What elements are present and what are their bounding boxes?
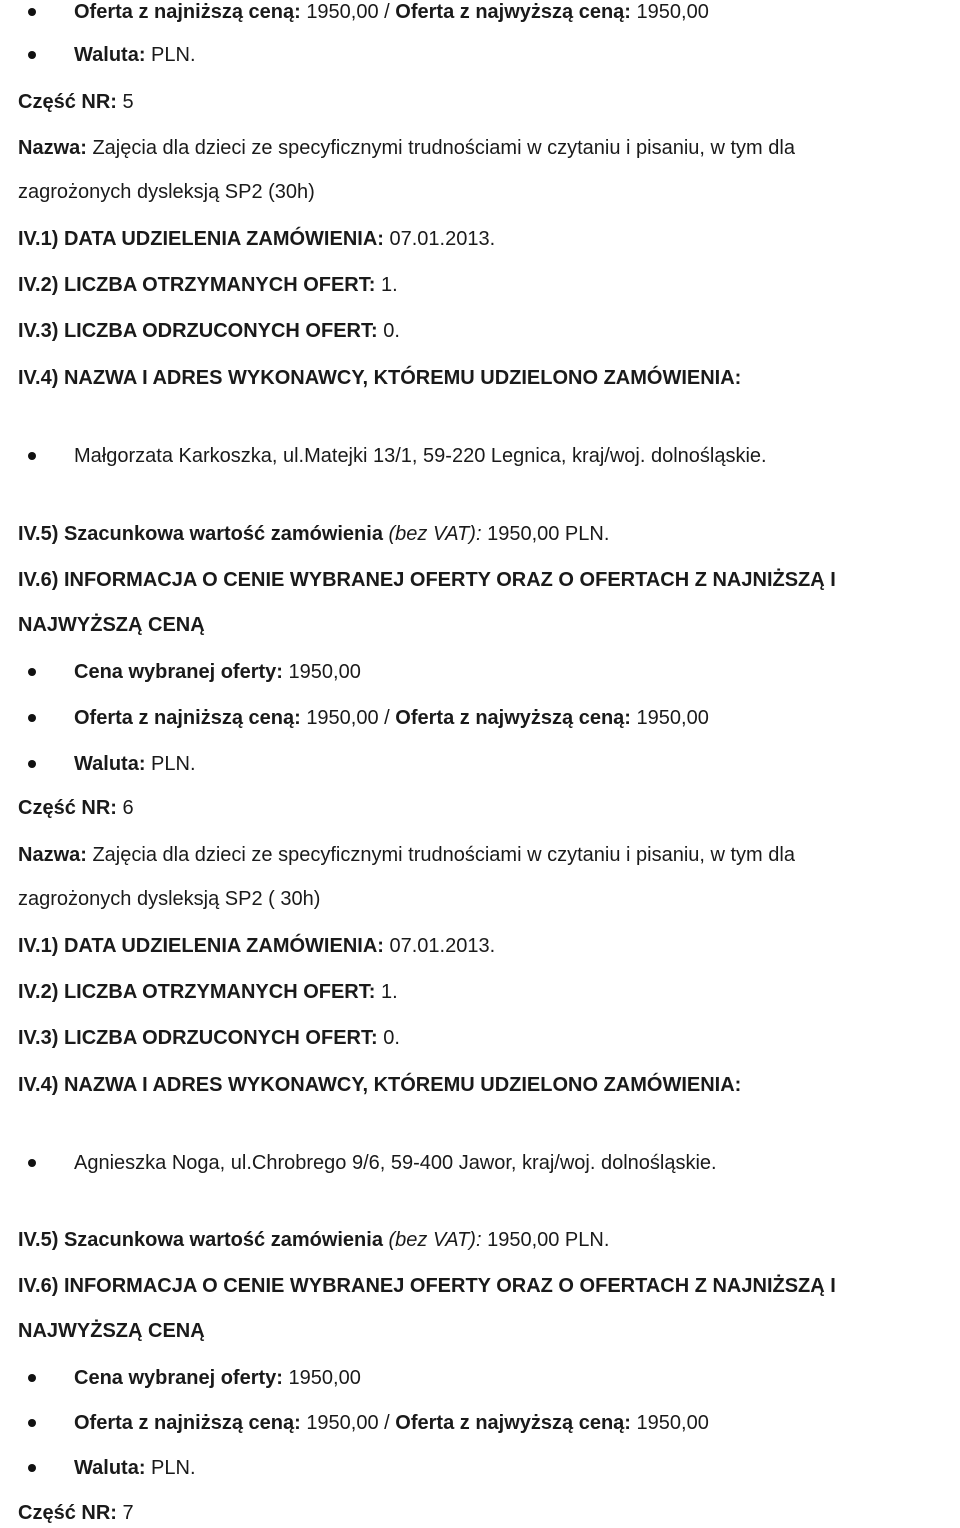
price-info-heading bbox=[18, 1273, 836, 1299]
offers-separator: / bbox=[384, 1, 390, 23]
award-date-label: IV.1) DATA UDZIELENIA ZAMÓWIENIA: bbox=[18, 228, 384, 250]
bullet-icon bbox=[28, 1159, 36, 1167]
offers-rejected bbox=[18, 1025, 400, 1051]
highest-offer-label: Oferta z najwyższą ceną: bbox=[395, 1412, 631, 1434]
award-date-value: 07.01.2013. bbox=[389, 935, 496, 957]
bullet-icon bbox=[28, 1464, 36, 1472]
offers-received-value: 1. bbox=[380, 981, 398, 1003]
contractor-text: Małgorzata Karkoszka, ul.Matejki 13/1, 59-220 Legnica, kraj/woj. dolnośląskie. bbox=[74, 445, 767, 467]
offers-received-label: IV.2) LICZBA OTRZYMANYCH OFERT: bbox=[18, 274, 376, 296]
bullet-icon bbox=[28, 1374, 36, 1382]
bullet-icon bbox=[28, 714, 36, 722]
estimated-value-label: IV.5) Szacunkowa wartość zamówienia bbox=[18, 1229, 383, 1251]
offers-range bbox=[74, 0, 709, 25]
lowest-offer-value: 1950,00 bbox=[306, 1, 379, 23]
selected-price-value: 1950,00 bbox=[288, 1367, 361, 1389]
offers-range bbox=[74, 705, 709, 731]
highest-offer-label: Oferta z najwyższą ceną: bbox=[395, 1, 631, 23]
price-info-heading-continued bbox=[18, 1318, 205, 1344]
contractor-text: Agnieszka Noga, ul.Chrobrego 9/6, 59-400 Jawor, kraj/woj. dolnośląskie. bbox=[74, 1152, 717, 1174]
currency-label: Waluta: bbox=[74, 1457, 146, 1479]
offers-rejected-value: 0. bbox=[383, 320, 400, 342]
selected-price-label: Cena wybranej oferty: bbox=[74, 661, 283, 683]
estimated-value bbox=[18, 1227, 609, 1253]
offers-received-value: 1. bbox=[380, 274, 398, 296]
currency-value: PLN. bbox=[151, 44, 196, 66]
bullet-icon bbox=[28, 760, 36, 768]
lowest-offer-value: 1950,00 bbox=[306, 707, 379, 729]
contractor-address bbox=[74, 1150, 717, 1176]
price-info-heading-continued bbox=[18, 612, 205, 638]
estimated-value-vat: (bez VAT): bbox=[388, 523, 482, 545]
selected-price-value: 1950,00 bbox=[288, 661, 361, 683]
bullet-icon bbox=[28, 8, 36, 16]
selected-price bbox=[74, 1365, 361, 1391]
estimated-value-vat: (bez VAT): bbox=[388, 1229, 482, 1251]
currency-value: PLN. bbox=[151, 753, 196, 775]
highest-offer-value: 1950,00 bbox=[636, 1, 709, 23]
price-info-label: IV.6) INFORMACJA O CENIE WYBRANEJ OFERTY ORAZ O OFERTACH Z NAJNIŻSZĄ I bbox=[18, 1275, 836, 1297]
offers-rejected-label: IV.3) LICZBA ODRZUCONYCH OFERT: bbox=[18, 1027, 378, 1049]
offers-received-label: IV.2) LICZBA OTRZYMANYCH OFERT: bbox=[18, 981, 376, 1003]
lowest-offer-label: Oferta z najniższą ceną: bbox=[74, 707, 301, 729]
currency bbox=[74, 751, 196, 777]
selected-price-label: Cena wybranej oferty: bbox=[74, 1367, 283, 1389]
offers-range bbox=[74, 1410, 709, 1436]
part-name bbox=[18, 135, 795, 161]
currency-label: Waluta: bbox=[74, 44, 146, 66]
bullet-icon bbox=[28, 51, 36, 59]
part-number-label: Część NR: bbox=[18, 797, 117, 819]
part-number-value: 5 bbox=[122, 91, 134, 113]
part-number bbox=[18, 795, 134, 821]
estimated-value-amount: 1950,00 PLN. bbox=[487, 523, 610, 545]
offers-rejected-value: 0. bbox=[383, 1027, 400, 1049]
currency-value: PLN. bbox=[151, 1457, 196, 1479]
estimated-value bbox=[18, 521, 609, 547]
part-number bbox=[18, 1500, 134, 1526]
part-name-label: Nazwa: bbox=[18, 137, 87, 159]
bullet-icon bbox=[28, 668, 36, 676]
price-info-heading bbox=[18, 567, 836, 593]
price-info-label-2: NAJWYŻSZĄ CENĄ bbox=[18, 1320, 205, 1342]
currency bbox=[74, 42, 196, 68]
part-name-continued bbox=[18, 886, 320, 912]
lowest-offer-label: Oferta z najniższą ceną: bbox=[74, 1, 301, 23]
offers-received bbox=[18, 979, 398, 1005]
part-number-value: 6 bbox=[122, 797, 134, 819]
contractor-label: IV.4) NAZWA I ADRES WYKONAWCY, KTÓREMU UDZIELONO ZAMÓWIENIA: bbox=[18, 367, 742, 389]
part-name-continued bbox=[18, 179, 315, 205]
offers-rejected-label: IV.3) LICZBA ODRZUCONYCH OFERT: bbox=[18, 320, 378, 342]
part-name bbox=[18, 842, 795, 868]
part-number-label: Część NR: bbox=[18, 1502, 117, 1524]
currency bbox=[74, 1455, 196, 1481]
highest-offer-label: Oferta z najwyższą ceną: bbox=[395, 707, 631, 729]
highest-offer-value: 1950,00 bbox=[636, 1412, 709, 1434]
contractor-address bbox=[74, 443, 767, 469]
award-date-value: 07.01.2013. bbox=[389, 228, 496, 250]
offers-separator: / bbox=[384, 1412, 390, 1434]
price-info-label: IV.6) INFORMACJA O CENIE WYBRANEJ OFERTY ORAZ O OFERTACH Z NAJNIŻSZĄ I bbox=[18, 569, 836, 591]
bullet-icon bbox=[28, 1419, 36, 1427]
award-date-label: IV.1) DATA UDZIELENIA ZAMÓWIENIA: bbox=[18, 935, 384, 957]
currency-label: Waluta: bbox=[74, 753, 146, 775]
contractor-label: IV.4) NAZWA I ADRES WYKONAWCY, KTÓREMU UDZIELONO ZAMÓWIENIA: bbox=[18, 1074, 742, 1096]
part-number-value: 7 bbox=[122, 1502, 134, 1524]
part-name-text: Zajęcia dla dzieci ze specyficznymi trudnościami w czytaniu i pisaniu, w tym dla bbox=[92, 137, 795, 159]
highest-offer-value: 1950,00 bbox=[636, 707, 709, 729]
award-date bbox=[18, 933, 495, 959]
estimated-value-amount: 1950,00 PLN. bbox=[487, 1229, 610, 1251]
part-name-text-2: zagrożonych dysleksją SP2 (30h) bbox=[18, 181, 315, 203]
lowest-offer-label: Oferta z najniższą ceną: bbox=[74, 1412, 301, 1434]
part-name-text: Zajęcia dla dzieci ze specyficznymi trudnościami w czytaniu i pisaniu, w tym dla bbox=[92, 844, 795, 866]
price-info-label-2: NAJWYŻSZĄ CENĄ bbox=[18, 614, 205, 636]
contractor-heading bbox=[18, 365, 741, 391]
part-name-text-2: zagrożonych dysleksją SP2 ( 30h) bbox=[18, 888, 321, 910]
offers-separator: / bbox=[384, 707, 390, 729]
lowest-offer-value: 1950,00 bbox=[306, 1412, 379, 1434]
contractor-heading bbox=[18, 1072, 741, 1098]
offers-rejected bbox=[18, 318, 400, 344]
bullet-icon bbox=[28, 452, 36, 460]
award-date bbox=[18, 226, 495, 252]
selected-price bbox=[74, 659, 361, 685]
part-name-label: Nazwa: bbox=[18, 844, 87, 866]
part-number-label: Część NR: bbox=[18, 91, 117, 113]
offers-received bbox=[18, 272, 398, 298]
part-number bbox=[18, 89, 134, 115]
estimated-value-label: IV.5) Szacunkowa wartość zamówienia bbox=[18, 523, 383, 545]
